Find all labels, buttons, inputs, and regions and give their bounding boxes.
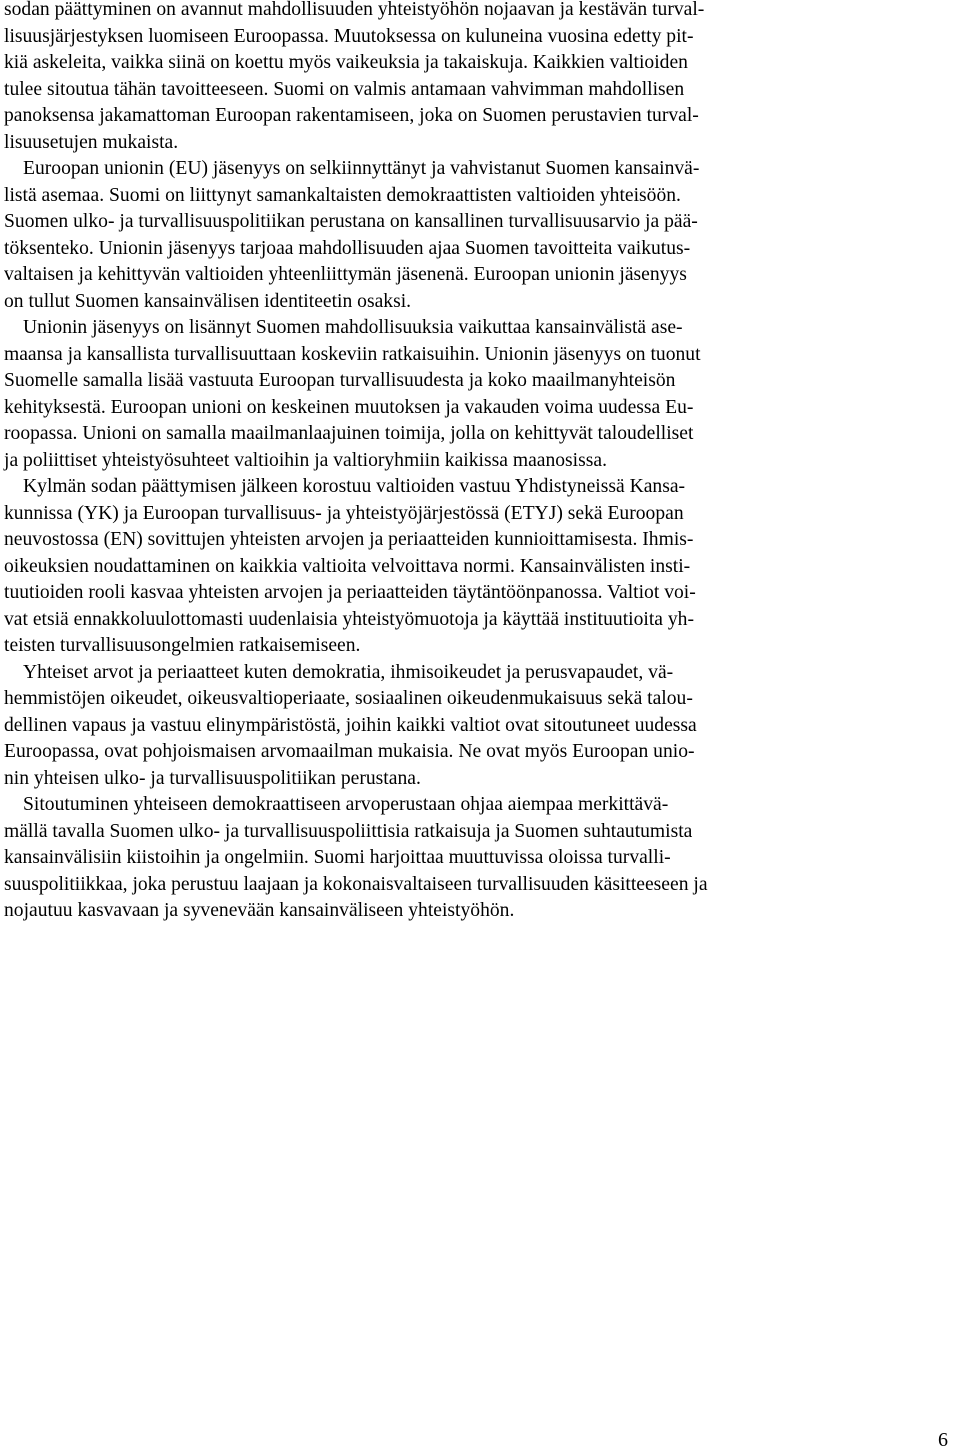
text-line: Euroopassa, ovat pohjoismaisen arvomaailman mukaisia. Ne ovat myös Euroopan unio- xyxy=(4,741,695,762)
text-line: lisuusjärjestyksen luomiseen Euroopassa. Muutoksessa on kuluneina vuosina edetty pit- xyxy=(4,25,694,47)
text-line: vat etsiä ennakkoluulottomasti uudenlaisia yhteistyömuotoja ja käyttää instituutioita yh- xyxy=(4,608,695,630)
text-line: töksenteko. Unionin jäsenyys tarjoaa mahdollisuuden ajaa Suomen tavoitteita vaikutus- xyxy=(4,237,691,259)
text-line: kiä askeleita, vaikka siinä on koettu myös vaikeuksia ja takaiskuja. Kaikkien valtioiden xyxy=(4,52,688,73)
paragraph-first-line: Yhteiset arvot ja periaatteet kuten demokratia, ihmisoikeudet ja perusvapaudet, vä- xyxy=(23,661,674,683)
text-line: kunnissa (YK) ja Euroopan turvallisuus- ja yhteistyöjärjestössä (ETYJ) sekä Euroopan xyxy=(4,502,684,524)
text-line: valtaisen ja kehittyvän valtioiden yhteenliittymän jäsenenä. Euroopan unionin jäsenyys xyxy=(4,264,687,285)
text-line: Suomen ulko- ja turvallisuuspolitiikan perustana on kansallinen turvallisuusarvio ja pää- xyxy=(4,211,698,232)
text-line: kehityksestä. Euroopan unioni on keskeinen muutoksen ja vakauden voima uudessa Eu- xyxy=(4,396,694,418)
text-line: tuutioiden rooli kasvaa yhteisten arvojen ja periaatteiden täytäntöönpanossa. Valtiot voi- xyxy=(4,582,696,603)
paragraph-first-line: Unionin jäsenyys on lisännyt Suomen mahdollisuuksia vaikuttaa kansainvälistä ase- xyxy=(23,317,683,338)
text-line: hemmistöjen oikeudet, oikeusvaltioperiaate, sosiaalinen oikeudenmukaisuus sekä talou- xyxy=(4,688,693,709)
text-line: dellinen vapaus ja vastuu elinympäristöstä, joihin kaikki valtiot ovat sitoutuneet uudessa xyxy=(4,714,697,736)
text-line: sodan päättyminen on avannut mahdollisuuden yhteistyöhön nojaavan ja kestävän turval- xyxy=(4,0,705,20)
paragraph-first-line: Kylmän sodan päättymisen jälkeen korostuu valtioiden vastuu Yhdistyneissä Kansa- xyxy=(23,476,686,497)
body-text xyxy=(4,0,860,925)
paragraph-first-line: Euroopan unionin (EU) jäsenyys on selkiinnyttänyt ja vahvistanut Suomen kansainvä- xyxy=(23,158,700,179)
text-line: lisuusetujen mukaista. xyxy=(4,131,179,153)
text-line: roopassa. Unioni on samalla maailmanlaajuinen toimija, jolla on kehittyvät taloudelliset xyxy=(4,423,694,444)
text-line: Suomelle samalla lisää vastuuta Euroopan turvallisuudesta ja koko maailmanyhteisön xyxy=(4,370,676,391)
text-line: listä asemaa. Suomi on liittynyt samankaltaisten demokraattisten valtioiden yhteisöön. xyxy=(4,184,681,206)
text-line: neuvostossa (EN) sovittujen yhteisten arvojen ja periaatteiden kunnioittamisesta. Ihmis- xyxy=(4,529,694,550)
text-line: teisten turvallisuusongelmien ratkaisemiseen. xyxy=(4,635,361,656)
paragraph-first-line: Sitoutuminen yhteiseen demokraattiseen arvoperustaan ohjaa aiempaa merkittävä- xyxy=(23,794,669,815)
text-line: oikeuksien noudattaminen on kaikkia valtioita velvoittava normi. Kansainvälisten insti- xyxy=(4,555,691,577)
text-line: ja poliittiset yhteistyösuhteet valtioihin ja valtioryhmiin kaikissa maanosissa. xyxy=(4,449,607,471)
text-line: mällä tavalla Suomen ulko- ja turvallisuuspoliittisia ratkaisuja ja Suomen suhtautumista xyxy=(4,820,693,842)
page-number: 6 xyxy=(938,1429,948,1451)
text-line: suuspolitiikkaa, joka perustuu laajaan ja kokonaisvaltaiseen turvallisuuden käsitteeseen ja xyxy=(4,873,708,895)
text-line: nojautuu kasvavaan ja syvenevään kansainväliseen yhteistyöhön. xyxy=(4,900,515,921)
text-line: panoksensa jakamattoman Euroopan rakentamiseen, joka on Suomen perustavien turval- xyxy=(4,105,699,126)
text-line: on tullut Suomen kansainvälisen identiteetin osaksi. xyxy=(4,290,412,312)
text-line: maansa ja kansallista turvallisuuttaan koskeviin ratkaisuihin. Unionin jäsenyys on tuonut xyxy=(4,343,701,365)
text-line: tulee sitoutua tähän tavoitteeseen. Suomi on valmis antamaan vahvimman mahdollisen xyxy=(4,78,685,100)
text-line: nin yhteisen ulko- ja turvallisuuspolitiikan perustana. xyxy=(4,767,421,789)
text-line: kansainvälisiin kiistoihin ja ongelmiin. Suomi harjoittaa muuttuvissa oloissa turvalli- xyxy=(4,847,671,868)
